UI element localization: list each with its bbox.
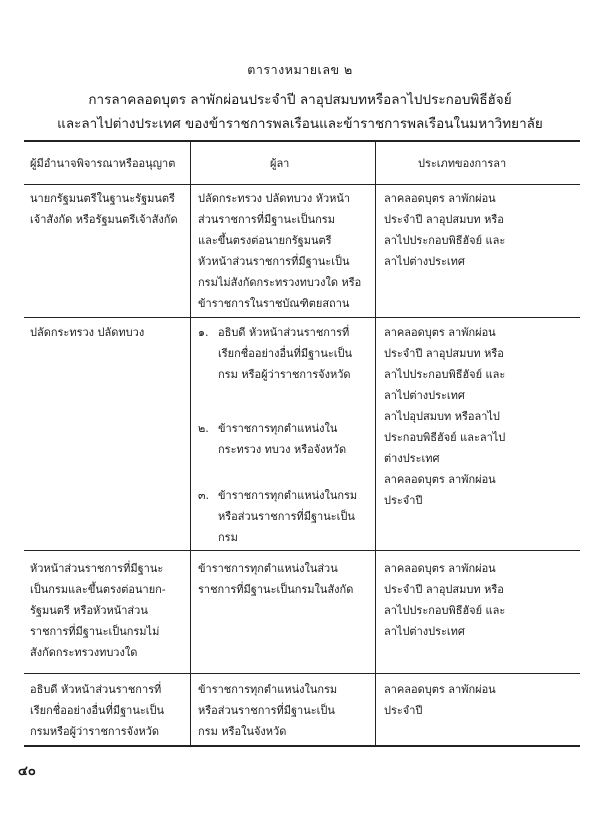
item-text [218, 418, 346, 460]
text-line: หัวหน้าส่วนราชการที่มีฐานะเป็น [198, 255, 350, 268]
text-line: กระทรวง ทบวง หรือจังหวัด [218, 443, 347, 456]
text-line: เจ้าสังกัด หรือรัฐมนตรีเจ้าสังกัด [30, 213, 178, 226]
text-line: ราชการที่มีฐานะเป็นกรมไม่ [30, 625, 160, 638]
row-2-leaver-item-3 [198, 485, 374, 551]
row-4-leaver [198, 679, 374, 742]
text-line: เรียกชื่ออย่างอื่นที่มีฐานะเป็น [218, 347, 353, 360]
text-line: สังกัดกระทรวงทบวงใด [30, 646, 138, 659]
text-line: หัวหน้าส่วนราชการที่มีฐานะ [30, 562, 164, 575]
title-line-2: และลาไปต่างประเทศ ของข้าราชการพลเรือนและข้าราชการพลเรือนในมหาวิทยาลัย [57, 116, 543, 132]
item-text [218, 322, 352, 385]
text-line: และขึ้นตรงต่อนายกรัฐมนตรี [198, 234, 332, 247]
text-line: กรม หรือในจังหวัด [198, 725, 287, 738]
text-line: ประจำปี ลาอุปสมบท หรือ [384, 583, 504, 596]
row-4-leave-types [384, 679, 576, 721]
row-1-bottom-rule [24, 317, 580, 318]
table-top-rule [24, 140, 580, 142]
text-line: ประจำปี [384, 494, 423, 507]
text-line: กรมหรือผู้ว่าราชการจังหวัด [30, 725, 160, 738]
column-divider-1 [190, 140, 191, 746]
text-line: ลาไปอุปสมบท หรือลาไป [384, 410, 500, 423]
text-line: ประกอบพิธีฮัจย์ และลาไป [384, 431, 506, 444]
page-number: ๔๐ [18, 764, 36, 779]
text-line: กรม [218, 531, 238, 544]
header-bottom-rule [24, 184, 580, 185]
text-line: ข้าราชการทุกตำแหน่งในกรม [198, 683, 338, 696]
text-line: ลาไปประกอบพิธีฮัจย์ และ [384, 368, 506, 381]
text-line: ลาคลอดบุตร ลาพักผ่อน [384, 683, 496, 696]
text-line: ประจำปี ลาอุปสมบท หรือ [384, 347, 504, 360]
text-line: เรียกชื่ออย่างอื่นที่มีฐานะเป็น [30, 704, 165, 717]
text-line: ลาไปต่างประเทศ [384, 625, 465, 638]
title-line-1: การลาคลอดบุตร ลาพักผ่อนประจำปี ลาอุปสมบทหรือลาไปประกอบพิธีฮัจย์ [88, 92, 512, 108]
header-leave-type: ประเภทของการลา [418, 157, 507, 170]
header-authority: ผู้มีอำนาจพิจารณาหรืออนุญาต [30, 157, 176, 170]
text-line: เป็นกรมและขึ้นตรงต่อนายก- [30, 583, 166, 596]
table-bottom-rule [24, 745, 580, 747]
text-line: ลาคลอดบุตร ลาพักผ่อน [384, 326, 496, 339]
text-line: ข้าราชการในราชบัณฑิตยสถาน [198, 297, 350, 310]
text-line: อธิบดี หัวหน้าส่วนราชการที่ [30, 683, 162, 696]
text-line: หรือส่วนราชการที่มีฐานะเป็น [218, 510, 355, 523]
text-line: ประจำปี [384, 704, 423, 717]
text-line: ลาคลอดบุตร ลาพักผ่อน [384, 192, 496, 205]
text-line: ลาไปต่างประเทศ [384, 389, 465, 402]
text-line: รัฐมนตรี หรือหัวหน้าส่วน [30, 604, 148, 617]
row-4-authority [30, 679, 188, 742]
item-number: ๑. [198, 326, 209, 339]
text-line: ปลัดกระทรวง ปลัดทบวง [30, 326, 145, 339]
item-number: ๒. [198, 422, 209, 435]
row-3-bottom-rule [24, 673, 580, 674]
text-line: ลาคลอดบุตร ลาพักผ่อน [384, 473, 496, 486]
text-line: ราชการที่มีฐานะเป็นกรมในสังกัด [198, 583, 354, 596]
text-line: ข้าราชการทุกตำแหน่งในส่วน [198, 562, 338, 575]
text-line: ลาไปประกอบพิธีฮัจย์ และ [384, 234, 506, 247]
table-number-heading: ตารางหมายเลข ๒ [247, 62, 353, 77]
row-2-leave-types [384, 322, 576, 511]
text-line: ปลัดกระทรวง ปลัดทบวง หัวหน้า [198, 192, 351, 205]
text-line: ข้าราชการทุกตำแหน่งในกรม [218, 489, 358, 502]
text-line: หรือส่วนราชการที่มีฐานะเป็น [198, 704, 335, 717]
text-line: กรม หรือผู้ว่าราชการจังหวัด [218, 368, 351, 381]
row-3-leaver [198, 558, 374, 600]
item-text [218, 485, 357, 548]
header-leaver: ผู้ลา [270, 157, 290, 170]
row-3-leave-types [384, 558, 576, 642]
text-line: ลาไปประกอบพิธีฮัจย์ และ [384, 604, 506, 617]
row-1-leave-types [384, 188, 576, 272]
item-number: ๓. [198, 489, 210, 502]
row-1-authority [30, 188, 188, 230]
text-line: กรมไม่สังกัดกระทรวงทบวงใด หรือ [198, 276, 362, 289]
row-2-authority [30, 322, 188, 343]
row-2-leaver-item-1 [198, 322, 374, 388]
text-line: ต่างประเทศ [384, 452, 440, 465]
text-line: ลาไปต่างประเทศ [384, 255, 465, 268]
text-line: อธิบดี หัวหน้าส่วนราชการที่ [218, 326, 350, 339]
column-divider-2 [375, 140, 376, 746]
row-2-leaver-item-2 [198, 418, 374, 462]
text-line: นายกรัฐมนตรีในฐานะรัฐมนตรี [30, 192, 175, 205]
text-line: ประจำปี ลาอุปสมบท หรือ [384, 213, 504, 226]
text-line: ส่วนราชการที่มีฐานะเป็นกรม [198, 213, 335, 226]
text-line: ข้าราชการทุกตำแหน่งใน [218, 422, 338, 435]
row-3-authority [30, 558, 188, 663]
row-1-leaver [198, 188, 374, 314]
text-line: ลาคลอดบุตร ลาพักผ่อน [384, 562, 496, 575]
